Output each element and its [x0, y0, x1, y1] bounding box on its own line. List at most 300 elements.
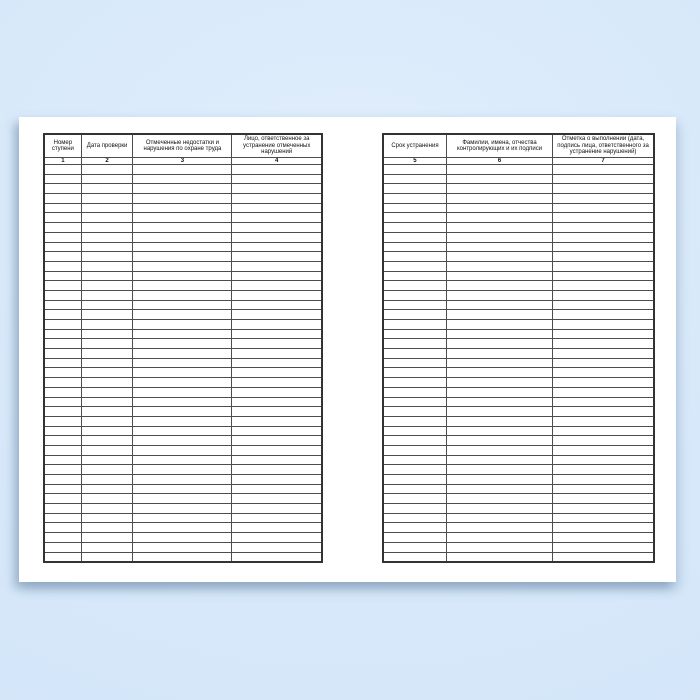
empty-cell — [133, 358, 232, 368]
empty-cell — [383, 290, 446, 300]
empty-cell — [446, 329, 552, 339]
table-row — [383, 407, 654, 417]
empty-cell — [133, 436, 232, 446]
empty-cell — [81, 542, 133, 552]
table-row — [383, 223, 654, 233]
empty-cell — [446, 271, 552, 281]
empty-cell — [81, 484, 133, 494]
empty-cell — [232, 455, 322, 465]
table-row — [383, 513, 654, 523]
empty-cell — [446, 445, 552, 455]
empty-cell — [44, 184, 81, 194]
empty-cell — [133, 349, 232, 359]
table-row — [383, 174, 654, 184]
table-row — [383, 349, 654, 359]
empty-cell — [81, 533, 133, 543]
empty-cell — [446, 436, 552, 446]
empty-cell — [232, 174, 322, 184]
table-row — [44, 445, 322, 455]
empty-cell — [44, 552, 81, 562]
empty-cell — [446, 426, 552, 436]
empty-cell — [44, 281, 81, 291]
table-row — [44, 552, 322, 562]
empty-cell — [81, 339, 133, 349]
table-row — [383, 484, 654, 494]
table-row — [44, 397, 322, 407]
column-header: Дата проверки — [81, 134, 133, 158]
empty-cell — [133, 261, 232, 271]
empty-cell — [133, 165, 232, 175]
empty-cell — [446, 174, 552, 184]
empty-cell — [446, 523, 552, 533]
table-row — [383, 310, 654, 320]
empty-cell — [232, 232, 322, 242]
table-row — [44, 184, 322, 194]
table-row — [383, 397, 654, 407]
empty-cell — [232, 465, 322, 475]
table-row — [383, 271, 654, 281]
header-row — [383, 134, 654, 158]
empty-cell — [44, 349, 81, 359]
empty-cell — [81, 174, 133, 184]
empty-cell — [133, 552, 232, 562]
empty-cell — [383, 310, 446, 320]
empty-cell — [133, 484, 232, 494]
empty-cell — [446, 223, 552, 233]
empty-cell — [553, 300, 654, 310]
empty-cell — [446, 290, 552, 300]
empty-cell — [133, 494, 232, 504]
table-row — [44, 310, 322, 320]
table-row — [44, 513, 322, 523]
empty-cell — [81, 475, 133, 485]
empty-cell — [383, 281, 446, 291]
table-row — [383, 504, 654, 514]
empty-cell — [44, 542, 81, 552]
empty-cell — [81, 378, 133, 388]
empty-cell — [133, 339, 232, 349]
empty-cell — [383, 542, 446, 552]
empty-cell — [133, 252, 232, 262]
table-row — [383, 165, 654, 175]
empty-cell — [44, 329, 81, 339]
empty-cell — [81, 329, 133, 339]
empty-cell — [232, 542, 322, 552]
empty-cell — [81, 552, 133, 562]
table-row — [383, 194, 654, 204]
empty-cell — [383, 533, 446, 543]
empty-cell — [446, 542, 552, 552]
empty-cell — [232, 484, 322, 494]
empty-cell — [44, 203, 81, 213]
column-number-cell: 1 — [44, 158, 81, 165]
empty-cell — [553, 465, 654, 475]
empty-cell — [232, 407, 322, 417]
empty-cell — [553, 387, 654, 397]
table-row — [383, 436, 654, 446]
empty-cell — [133, 213, 232, 223]
table-row — [44, 407, 322, 417]
empty-cell — [133, 310, 232, 320]
empty-cell — [553, 484, 654, 494]
empty-cell — [553, 416, 654, 426]
empty-cell — [44, 320, 81, 330]
empty-cell — [446, 165, 552, 175]
empty-cell — [446, 310, 552, 320]
table-row — [44, 484, 322, 494]
table-row — [44, 194, 322, 204]
empty-cell — [44, 455, 81, 465]
table-row — [383, 252, 654, 262]
empty-cell — [446, 213, 552, 223]
header-row — [44, 134, 322, 158]
table-row — [383, 523, 654, 533]
empty-cell — [133, 416, 232, 426]
empty-cell — [383, 523, 446, 533]
empty-cell — [553, 475, 654, 485]
table-row — [383, 533, 654, 543]
table-row — [44, 300, 322, 310]
empty-cell — [232, 416, 322, 426]
empty-cell — [383, 339, 446, 349]
empty-cell — [44, 436, 81, 446]
table-row — [44, 242, 322, 252]
empty-cell — [553, 281, 654, 291]
table-row — [44, 252, 322, 262]
empty-cell — [446, 455, 552, 465]
empty-cell — [553, 533, 654, 543]
empty-cell — [553, 523, 654, 533]
table-row — [383, 552, 654, 562]
empty-cell — [81, 300, 133, 310]
empty-cell — [81, 465, 133, 475]
empty-cell — [383, 165, 446, 175]
left-table-head — [44, 134, 322, 165]
empty-cell — [553, 203, 654, 213]
empty-cell — [232, 368, 322, 378]
empty-cell — [553, 358, 654, 368]
empty-cell — [383, 387, 446, 397]
column-number-cell: 2 — [81, 158, 133, 165]
empty-cell — [446, 416, 552, 426]
empty-cell — [383, 271, 446, 281]
empty-cell — [133, 174, 232, 184]
empty-cell — [232, 504, 322, 514]
empty-cell — [133, 387, 232, 397]
empty-cell — [44, 426, 81, 436]
empty-cell — [232, 358, 322, 368]
empty-cell — [383, 465, 446, 475]
empty-cell — [81, 242, 133, 252]
empty-cell — [232, 261, 322, 271]
empty-cell — [383, 242, 446, 252]
empty-cell — [133, 407, 232, 417]
table-row — [44, 174, 322, 184]
empty-cell — [553, 223, 654, 233]
empty-cell — [44, 300, 81, 310]
empty-cell — [232, 475, 322, 485]
empty-cell — [133, 513, 232, 523]
table-row — [44, 416, 322, 426]
empty-cell — [553, 436, 654, 446]
empty-cell — [81, 213, 133, 223]
empty-cell — [446, 320, 552, 330]
table-row — [44, 542, 322, 552]
table-row — [44, 290, 322, 300]
empty-cell — [383, 223, 446, 233]
empty-cell — [133, 232, 232, 242]
empty-cell — [81, 436, 133, 446]
empty-cell — [383, 475, 446, 485]
empty-cell — [232, 349, 322, 359]
empty-cell — [553, 290, 654, 300]
right-table-body — [383, 165, 654, 563]
empty-cell — [383, 416, 446, 426]
table-row — [383, 378, 654, 388]
empty-cell — [44, 504, 81, 514]
empty-cell — [232, 281, 322, 291]
empty-cell — [383, 184, 446, 194]
empty-cell — [44, 533, 81, 543]
table-row — [44, 465, 322, 475]
empty-cell — [133, 504, 232, 514]
empty-cell — [44, 416, 81, 426]
empty-cell — [446, 261, 552, 271]
empty-cell — [44, 310, 81, 320]
empty-cell — [133, 194, 232, 204]
journal-page — [19, 117, 676, 582]
table-row — [383, 475, 654, 485]
empty-cell — [446, 387, 552, 397]
table-row — [44, 213, 322, 223]
empty-cell — [446, 184, 552, 194]
empty-cell — [446, 533, 552, 543]
column-header: Срок устранения — [383, 134, 446, 158]
column-number-row — [44, 158, 322, 165]
table-row — [44, 358, 322, 368]
table-row — [44, 339, 322, 349]
empty-cell — [81, 349, 133, 359]
column-number-cell: 5 — [383, 158, 446, 165]
empty-cell — [383, 252, 446, 262]
empty-cell — [232, 523, 322, 533]
empty-cell — [553, 165, 654, 175]
empty-cell — [81, 184, 133, 194]
empty-cell — [383, 426, 446, 436]
empty-cell — [232, 494, 322, 504]
empty-cell — [44, 475, 81, 485]
empty-cell — [232, 552, 322, 562]
empty-cell — [232, 387, 322, 397]
empty-cell — [81, 271, 133, 281]
empty-cell — [446, 513, 552, 523]
right-table-head — [383, 134, 654, 165]
empty-cell — [446, 504, 552, 514]
empty-cell — [553, 349, 654, 359]
empty-cell — [553, 426, 654, 436]
column-header: Номер ступени — [44, 134, 81, 158]
empty-cell — [553, 261, 654, 271]
empty-cell — [81, 504, 133, 514]
empty-cell — [446, 465, 552, 475]
table-row — [44, 232, 322, 242]
column-number-cell: 6 — [446, 158, 552, 165]
empty-cell — [44, 174, 81, 184]
empty-cell — [44, 378, 81, 388]
empty-cell — [133, 242, 232, 252]
empty-cell — [232, 436, 322, 446]
empty-cell — [383, 232, 446, 242]
table-row — [383, 242, 654, 252]
empty-cell — [553, 455, 654, 465]
empty-cell — [81, 310, 133, 320]
column-number-cell: 4 — [232, 158, 322, 165]
empty-cell — [81, 407, 133, 417]
empty-cell — [383, 349, 446, 359]
empty-cell — [81, 494, 133, 504]
empty-cell — [553, 194, 654, 204]
empty-cell — [133, 523, 232, 533]
empty-cell — [133, 475, 232, 485]
table-row — [383, 358, 654, 368]
column-number-cell: 7 — [553, 158, 654, 165]
empty-cell — [133, 465, 232, 475]
empty-cell — [44, 339, 81, 349]
table-row — [44, 475, 322, 485]
empty-cell — [44, 484, 81, 494]
empty-cell — [232, 252, 322, 262]
table-row — [383, 213, 654, 223]
table-row — [44, 281, 322, 291]
empty-cell — [133, 281, 232, 291]
empty-cell — [383, 300, 446, 310]
empty-cell — [232, 339, 322, 349]
table-row — [44, 368, 322, 378]
empty-cell — [81, 387, 133, 397]
empty-cell — [232, 242, 322, 252]
empty-cell — [383, 504, 446, 514]
empty-cell — [81, 455, 133, 465]
empty-cell — [232, 320, 322, 330]
empty-cell — [81, 358, 133, 368]
table-row — [383, 387, 654, 397]
empty-cell — [232, 533, 322, 543]
empty-cell — [133, 378, 232, 388]
table-row — [44, 455, 322, 465]
empty-cell — [81, 416, 133, 426]
empty-cell — [446, 349, 552, 359]
empty-cell — [133, 223, 232, 233]
column-number-cell: 3 — [133, 158, 232, 165]
empty-cell — [553, 174, 654, 184]
table-row — [383, 184, 654, 194]
empty-cell — [133, 329, 232, 339]
table-row — [383, 290, 654, 300]
column-header: Отметка о выполнении (дата, подпись лица, ответственного за устранение нарушений) — [553, 134, 654, 158]
empty-cell — [133, 320, 232, 330]
empty-cell — [44, 513, 81, 523]
table-row — [383, 203, 654, 213]
right-table — [382, 133, 655, 563]
empty-cell — [44, 223, 81, 233]
empty-cell — [553, 494, 654, 504]
empty-cell — [553, 310, 654, 320]
table-row — [44, 261, 322, 271]
empty-cell — [446, 358, 552, 368]
empty-cell — [553, 232, 654, 242]
empty-cell — [446, 397, 552, 407]
empty-cell — [44, 242, 81, 252]
table-row — [383, 465, 654, 475]
table-row — [383, 329, 654, 339]
empty-cell — [446, 252, 552, 262]
empty-cell — [383, 261, 446, 271]
empty-cell — [44, 397, 81, 407]
empty-cell — [553, 320, 654, 330]
table-row — [383, 320, 654, 330]
empty-cell — [232, 426, 322, 436]
empty-cell — [44, 465, 81, 475]
empty-cell — [81, 165, 133, 175]
column-number-row — [383, 158, 654, 165]
empty-cell — [81, 513, 133, 523]
empty-cell — [232, 213, 322, 223]
empty-cell — [133, 397, 232, 407]
empty-cell — [446, 242, 552, 252]
empty-cell — [446, 407, 552, 417]
empty-cell — [232, 194, 322, 204]
empty-cell — [44, 523, 81, 533]
empty-cell — [553, 504, 654, 514]
empty-cell — [383, 368, 446, 378]
empty-cell — [553, 378, 654, 388]
empty-cell — [81, 426, 133, 436]
empty-cell — [44, 165, 81, 175]
empty-cell — [232, 310, 322, 320]
empty-cell — [44, 252, 81, 262]
empty-cell — [232, 397, 322, 407]
empty-cell — [44, 387, 81, 397]
table-row — [44, 378, 322, 388]
empty-cell — [553, 329, 654, 339]
empty-cell — [446, 281, 552, 291]
empty-cell — [44, 194, 81, 204]
empty-cell — [553, 445, 654, 455]
table-row — [44, 533, 322, 543]
table-row — [383, 281, 654, 291]
empty-cell — [44, 261, 81, 271]
empty-cell — [446, 339, 552, 349]
empty-cell — [44, 358, 81, 368]
empty-cell — [553, 542, 654, 552]
column-header: Фамилии, имена, отчества контролирующих и их подписи — [446, 134, 552, 158]
empty-cell — [44, 368, 81, 378]
table-row — [44, 426, 322, 436]
empty-cell — [232, 300, 322, 310]
empty-cell — [44, 407, 81, 417]
empty-cell — [553, 213, 654, 223]
empty-cell — [553, 339, 654, 349]
table-row — [383, 261, 654, 271]
table-row — [383, 300, 654, 310]
empty-cell — [383, 329, 446, 339]
empty-cell — [81, 397, 133, 407]
empty-cell — [383, 513, 446, 523]
empty-cell — [232, 378, 322, 388]
table-row — [44, 494, 322, 504]
empty-cell — [133, 426, 232, 436]
empty-cell — [81, 232, 133, 242]
